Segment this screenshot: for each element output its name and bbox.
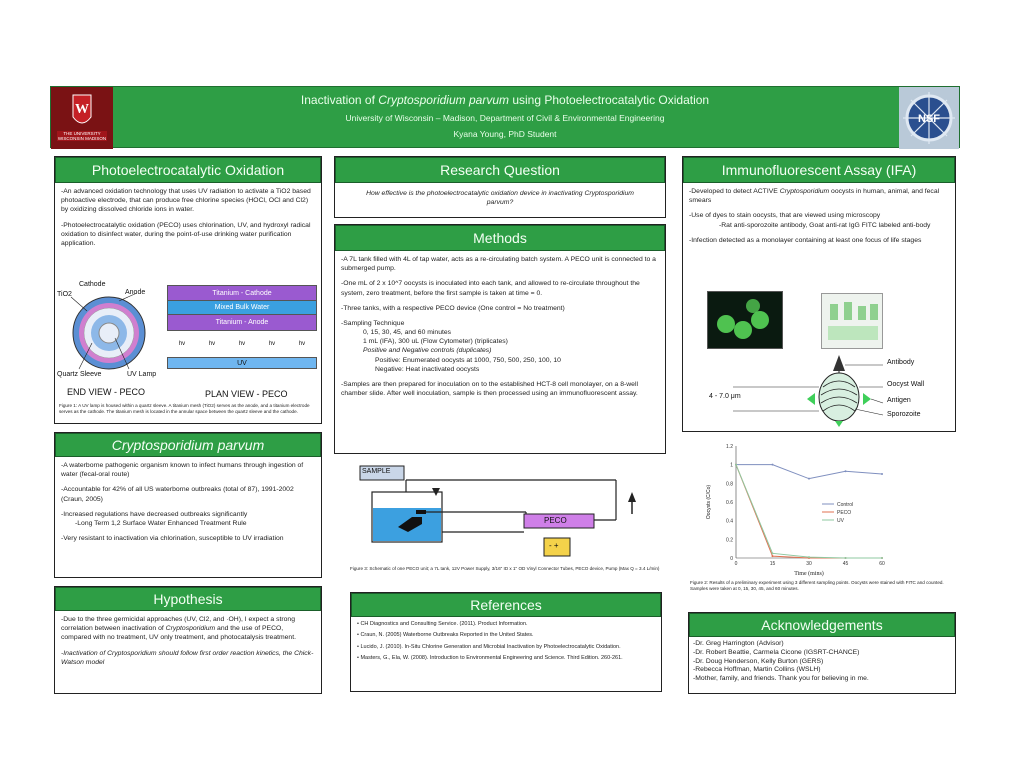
y-tick-label: 0.8 [726, 481, 733, 488]
crypto-paragraph-3: -Increased regulations have decreased outbreaks significantly [61, 510, 248, 518]
figure-3-caption: Figure 3: Schematic of one PECO unit; a 7L tank, 12V Power Supply, 3/16" ID x 1" OD Vinyl Connector Tubes, PECO device, Pump (Max Q = 3.4 L/min) [350, 566, 660, 571]
methods-paragraph-5: -Samples are then prepared for inoculation on to the established HCT-8 cell monolayer, on a 8-well chamber slide. After well inoculation, sample is then processed using an immunofluorescent assay. [341, 380, 638, 398]
figure-2-caption: Figure 2: Results of a preliminary experiment using 3 different sampling points. Oocysts were stained with FITC and counted. Samples were taken at 0, 15, 30, 45, and 60 minutes. [690, 580, 944, 591]
hv-label: hv [298, 341, 306, 347]
end-view-diagram [57, 283, 167, 383]
peco-panel [54, 156, 322, 424]
x-tick-label: 60 [879, 561, 885, 567]
ack-item: -Mother, family, and friends. Thank you for believing in me. [693, 675, 869, 683]
methods-negative: Negative: Heat inactivated oocysts [375, 365, 480, 373]
series-line-control [736, 465, 882, 479]
hypothesis-panel [54, 586, 322, 694]
peco-body [55, 183, 321, 258]
hypothesis-paragraph-1: -Due to the three germicidal approaches (UV, Cl2, and ·OH), I expect a strong correlation between inactivation of Cryptosporidium and the use of PECO, compared with no treatment, UV only treatment, and photocatalysis treatment. [61, 616, 296, 642]
data-point-control [808, 478, 810, 480]
plan-view-diagram [167, 285, 317, 377]
nsf-logo [899, 87, 959, 149]
methods-header: Methods [335, 225, 665, 251]
research-question-header: Research Question [335, 157, 665, 183]
x-axis-title: Time (mins) [794, 571, 824, 577]
hv-label: hv [238, 341, 246, 347]
crypto-paragraph-2: -Accountable for 42% of all US waterborne outbreaks (total of 87), 1991-2002 (Craun, 2005) [61, 486, 294, 503]
label-cathode: Cathode [79, 281, 106, 288]
data-point-uv [772, 552, 774, 554]
crypto-paragraph-3b: -Long Term 1,2 Surface Water Enhanced Treatment Rule [75, 519, 247, 527]
methods-panel [334, 224, 666, 454]
reference-item: • Masters, G., Ela, W. (2008). Introduction to Environmental Engineering and Science. Third Edition. 260-261. [357, 655, 623, 662]
peco-header: Photoelectrocatalytic Oxidation [55, 157, 321, 183]
label-antibody: Antibody [887, 359, 915, 366]
svg-text:W: W [75, 102, 89, 117]
oocyst-diagram [709, 351, 953, 429]
acknowledgements-list [689, 637, 955, 687]
hypothesis-body [55, 611, 321, 677]
data-point-uv [845, 557, 847, 559]
methods-positive: Positive: Enumerated oocysts at 1000, 750, 500, 250, 100, 10 [375, 356, 561, 364]
microscopy-image [707, 291, 783, 349]
references-list [351, 617, 661, 667]
reference-item: • Lucido, J. (2010). In-Situ Chlorine Generation and Microbial Inactivation by Photoelectrocatalytic Oxidation. [357, 643, 621, 650]
y-tick-label: 0 [730, 556, 733, 562]
ack-item: -Dr. Greg Harrington (Advisor) [693, 640, 784, 647]
acknowledgements-header: Acknowledgements [689, 613, 955, 637]
ifa-panel [682, 156, 956, 432]
ack-item: -Dr. Robert Beattie, Carmela Cicone (IGSRT-CHANCE) [693, 648, 860, 656]
methods-sampling-volumes: 1 mL (IFA), 300 uL (Flow Cytometer) (triplicates) [363, 338, 508, 346]
ifa-body [683, 183, 955, 255]
data-point-control [845, 470, 847, 472]
hypothesis-header: Hypothesis [55, 587, 321, 611]
peco-box-label: PECO [544, 516, 567, 525]
hv-label: hv [178, 341, 186, 347]
methods-body [335, 251, 665, 408]
hv-label: hv [208, 341, 216, 347]
y-tick-label: 1 [730, 462, 733, 469]
title-banner [50, 86, 960, 148]
data-point-control [772, 464, 774, 466]
layer-mixed-water: Mixed Bulk Water [167, 301, 317, 315]
methods-sampling-title: -Sampling Technique [341, 319, 405, 327]
x-tick-label: 15 [769, 561, 776, 567]
label-oocyst-size: 4 - 7.0 μm [709, 393, 741, 400]
inactivation-chart [690, 438, 890, 578]
plan-view-label: PLAN VIEW - PECO [205, 389, 288, 399]
layer-cathode: Titanium - Cathode [167, 285, 317, 301]
data-point-peco [772, 555, 774, 557]
svg-text:NSF: NSF [918, 113, 940, 125]
label-antigen: Antigen [887, 397, 911, 404]
hypothesis-paragraph-2: -Inactivation of Cryptosporidium should follow first order reaction kinetics, the Chick-Watson model [61, 649, 314, 666]
methods-sampling-times: 0, 15, 30, 45, and 60 minutes [363, 329, 452, 337]
slide-thumbnail [821, 293, 883, 349]
ifa-paragraph-2: -Use of dyes to stain oocysts, that are viewed using microscopy [689, 212, 881, 220]
research-question-panel [334, 156, 666, 218]
ack-item: -Dr. Doug Henderson, Kelly Burton (GERS) [693, 657, 824, 665]
legend-label: Control [837, 502, 854, 508]
ifa-header: Immunofluorescent Assay (IFA) [683, 157, 955, 183]
data-point-uv [881, 557, 883, 559]
label-uv-lamp: UV Lamp [127, 371, 157, 378]
uv-layer: UV [167, 357, 317, 369]
references-panel [350, 592, 662, 692]
reference-item: • CH Diagnostics and Consulting Service. (2011). Product Information. [357, 621, 528, 627]
peco-schematic [356, 462, 656, 572]
crypto-header: Cryptosporidium parvum [55, 433, 321, 457]
ack-item: -Rebecca Hoffman, Martin Collins (WSLH) [693, 666, 821, 674]
data-point-uv [808, 556, 810, 558]
reference-item: • Craun, N. (2005) Waterborne Outbreaks Reported in the United States. [357, 632, 534, 639]
x-tick-label: 45 [842, 561, 849, 567]
figure-1-caption: Figure 1: A UV lamp is housed within a quartz sleeve. A titanium mesh (TiO2) serves as the anode, and a titanium electrode serves as the cathode. The titanium mesh is located in the annular space between the quartz sleeve and the cathode. [59, 403, 310, 414]
research-question-text: How effective is the photoelectrocatalytic oxidation device in inactivating Cryptosporidium parvum? [366, 190, 634, 207]
crest-caption: THE UNIVERSITY WISCONSIN MADISON [57, 131, 107, 142]
hv-label: hv [268, 341, 276, 347]
methods-controls: Positive and Negative controls (duplicates) [363, 347, 492, 355]
layer-anode: Titanium - Anode [167, 315, 317, 331]
y-axis-title: Oocysts (C/Co) [706, 484, 712, 520]
references-header: References [351, 593, 661, 617]
ifa-paragraph-2a: -Rat anti-sporozoite antibody, Goat anti-rat IgG FITC labeled anti-body [719, 221, 931, 229]
peco-paragraph-1: -An advanced oxidation technology that uses UV radiation to activate a TiO2 based photoactive electrode, that can produce free chlorine species (HOCl, OCl and Cl2) by oxidizing dissolved chloride ions in water. [61, 188, 311, 214]
x-tick-label: 0 [734, 561, 738, 567]
university-crest-logo [51, 87, 113, 149]
x-tick-label: 30 [806, 561, 812, 567]
affiliation: University of Wisconsin – Madison, Department of Civil & Environmental Engineering [345, 113, 665, 123]
label-anode: Anode [125, 289, 146, 296]
label-sporozoite: Sporozoite [887, 411, 921, 418]
crypto-paragraph-1: -A waterborne pathogenic organism known to infect humans through ingestion of water (fecal-oral route) [61, 462, 304, 479]
data-point-uv [735, 464, 737, 466]
hv-row [167, 331, 317, 357]
label-oocyst-wall: Oocyst Wall [887, 381, 925, 388]
y-tick-label: 0.4 [726, 518, 733, 525]
label-tio2: TiO2 [57, 291, 72, 298]
power-supply-label: - + [549, 541, 559, 550]
y-tick-label: 0.2 [726, 537, 733, 544]
author: Kyana Young, PhD Student [453, 129, 557, 139]
poster-title: Inactivation of Cryptosporidium parvum using Photoelectrocatalytic Oxidation [300, 93, 710, 107]
legend-label: UV [837, 518, 844, 524]
crypto-body [55, 457, 321, 553]
chart-svg [690, 438, 890, 578]
label-quartz-sleeve: Quartz Sleeve [57, 371, 102, 378]
methods-paragraph-2: -One mL of 2 x 10^7 oocysts is inoculated into each tank, and allowed to re-circulate throughout the system, zero treatment, before the first sample is taken at time = 0. [341, 280, 640, 297]
y-tick-label: 1.2 [726, 444, 733, 450]
crypto-paragraph-4: -Very resistant to inactivation via chlorination, susceptible to UV irradiation [61, 535, 284, 543]
peco-paragraph-2: -Photoelectrocatalytic oxidation (PECO) uses chlorination, UV, and hydroxyl radical oxidation to disinfect water, during the point-of-use drinking water purification application. [61, 221, 311, 247]
y-tick-label: 0.6 [726, 500, 733, 506]
sample-label: SAMPLE [362, 468, 391, 475]
methods-paragraph-1: -A 7L tank filled with 4L of tap water, acts as a re-circulating batch system. A PECO unit is connected to a submerged pump. [341, 256, 656, 273]
ifa-paragraph-3: -Infection detected as a monolayer containing at least one focus of life stages [689, 236, 922, 244]
methods-paragraph-3: -Three tanks, with a respective PECO device (One control = No treatment) [341, 304, 565, 312]
legend-label: PECO [837, 510, 852, 516]
data-point-control [881, 473, 883, 475]
end-view-label: END VIEW - PECO [67, 387, 146, 397]
ifa-paragraph-1: -Developed to detect ACTIVE Cryptosporidium oocysts in human, animal, and fecal smears [689, 188, 940, 205]
crypto-panel [54, 432, 322, 578]
acknowledgements-panel [688, 612, 956, 694]
